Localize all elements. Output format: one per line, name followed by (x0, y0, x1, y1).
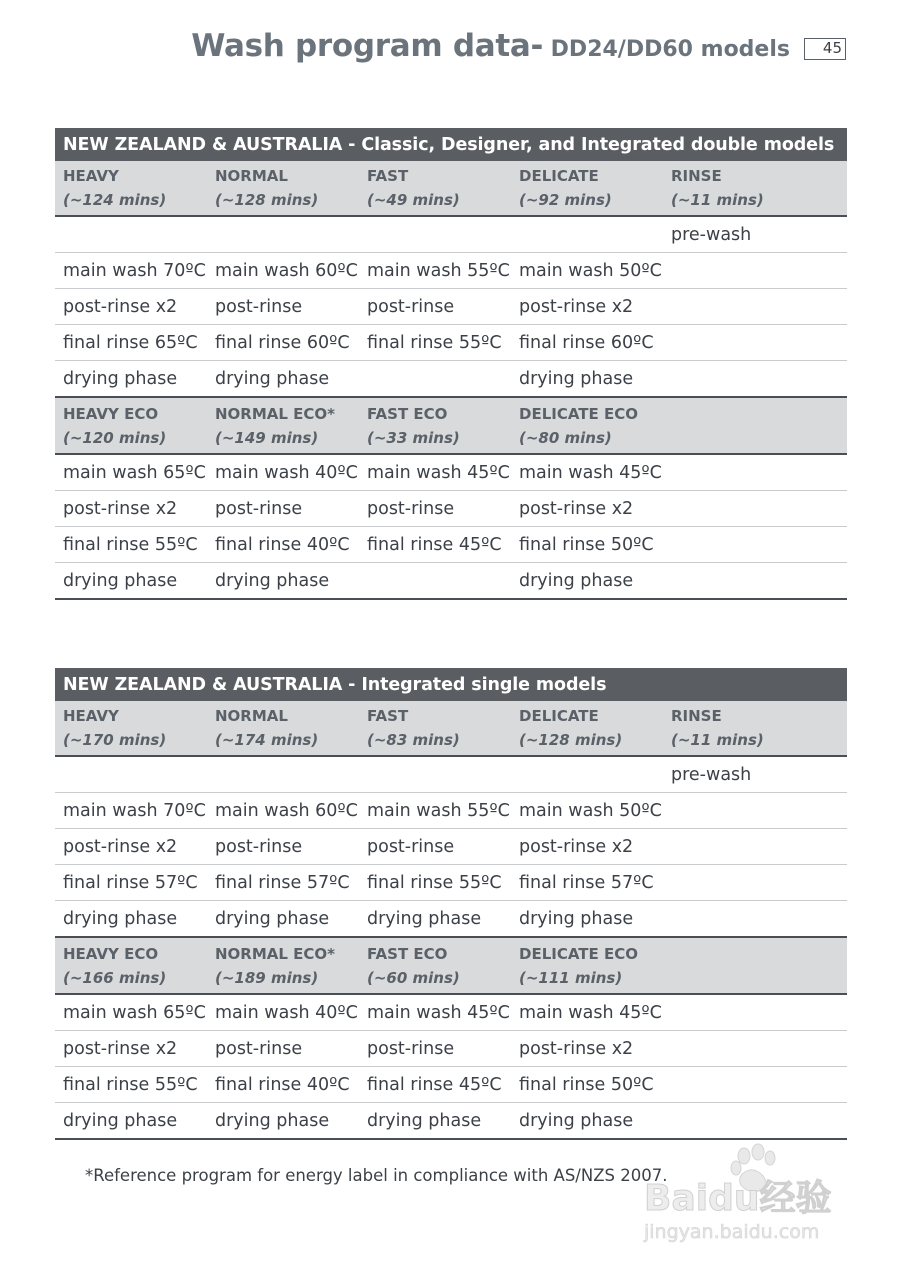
table-cell (663, 289, 847, 325)
table-cell: final rinse 57ºC (511, 865, 663, 901)
table-cell (663, 793, 847, 829)
table-cell: post-rinse (359, 289, 511, 325)
table-row (55, 563, 847, 600)
table-cell: main wash 45ºC (359, 994, 511, 1031)
table-cell (663, 865, 847, 901)
table-cell (663, 325, 847, 361)
table-cell: post-rinse x2 (55, 1031, 207, 1067)
program-header: DELICATE (~92 mins) (511, 161, 663, 216)
table-cell: drying phase (511, 1103, 663, 1140)
table-cell: final rinse 57ºC (55, 865, 207, 901)
table-cell: drying phase (63, 368, 178, 389)
watermark-logo-text: Baidu经验 (644, 1178, 832, 1219)
table-cell: main wash 40ºC (207, 454, 359, 491)
table-cell: drying phase (55, 1103, 207, 1140)
table-cell: drying phase (63, 908, 178, 929)
table-cell (359, 361, 511, 398)
table-row (55, 1103, 847, 1140)
page-number: 45 (804, 38, 846, 60)
table-cell: drying phase (215, 368, 330, 389)
program-header: FAST (~49 mins) (359, 161, 511, 216)
program-header: DELICATE ECO (~80 mins) (511, 397, 663, 454)
table-row (55, 1067, 847, 1103)
table-cell: post-rinse x2 (55, 289, 207, 325)
table-cell: main wash 40ºC (207, 994, 359, 1031)
table-cell: final rinse 55ºC (359, 865, 511, 901)
table-cell (207, 216, 359, 253)
eco-program-header-row (55, 937, 847, 994)
table-cell: final rinse 50ºC (511, 527, 663, 563)
table-cell (359, 216, 511, 253)
program-header: DELICATE ECO (~111 mins) (511, 937, 663, 994)
table-cell: main wash 65ºC (55, 454, 207, 491)
table-row (55, 454, 847, 491)
baidu-watermark-logo (642, 1142, 847, 1246)
table-cell: drying phase (511, 563, 663, 600)
table-row (55, 901, 847, 938)
footnote: *Reference program for energy label in compliance with AS/NZS 2007. (85, 1166, 668, 1185)
table-cell: final rinse 65ºC (55, 325, 207, 361)
table-cell: final rinse 40ºC (207, 527, 359, 563)
table-row (55, 865, 847, 901)
table-row (55, 527, 847, 563)
table-cell (663, 1031, 847, 1067)
wash-program-table-single (55, 668, 847, 1140)
eco-program-header-row (55, 397, 847, 454)
wash-program-table-double (55, 128, 847, 600)
watermark-url: jingyan.baidu.com (644, 1221, 820, 1243)
program-header: FAST ECO (~33 mins) (359, 397, 511, 454)
table-row (55, 994, 847, 1031)
table-row (55, 361, 847, 398)
table-cell: post-rinse (359, 491, 511, 527)
table-row (55, 829, 847, 865)
table-cell: final rinse 50ºC (511, 1067, 663, 1103)
table-row (55, 491, 847, 527)
table-cell (663, 253, 847, 289)
table-cell (663, 829, 847, 865)
table-cell (663, 454, 847, 491)
table-row (55, 289, 847, 325)
program-header-row (55, 701, 847, 756)
program-header: NORMAL ECO* (~189 mins) (207, 937, 359, 994)
table-cell (663, 1067, 847, 1103)
table-cell: post-rinse x2 (511, 289, 663, 325)
table-cell: drying phase (519, 908, 634, 929)
table-cell: post-rinse x2 (511, 491, 663, 527)
table-cell (663, 361, 847, 398)
table-cell: final rinse 55ºC (55, 527, 207, 563)
table-row (55, 216, 847, 253)
table-cell: drying phase (367, 908, 482, 929)
table-cell: main wash 70ºC (55, 793, 207, 829)
table-cell: main wash 60ºC (207, 253, 359, 289)
table-cell: main wash 50ºC (511, 253, 663, 289)
table-cell: post-rinse (207, 289, 359, 325)
program-header: NORMAL ECO* (~149 mins) (207, 397, 359, 454)
table-cell: final rinse 57ºC (207, 865, 359, 901)
table-cell: drying phase (519, 368, 634, 389)
table-cell: main wash 60ºC (207, 793, 359, 829)
table-cell: final rinse 60ºC (511, 325, 663, 361)
table-cell: main wash 50ºC (511, 793, 663, 829)
table-cell: post-rinse (359, 1031, 511, 1067)
page-title (0, 28, 790, 64)
program-header (663, 397, 847, 454)
table-cell (359, 756, 511, 793)
program-header: RINSE (~11 mins) (663, 161, 847, 216)
table-cell (663, 563, 847, 600)
table-cell: main wash 70ºC (55, 253, 207, 289)
table-cell: post-rinse (359, 829, 511, 865)
program-header: NORMAL (~128 mins) (207, 161, 359, 216)
table-cell: final rinse 60ºC (207, 325, 359, 361)
table-cell: main wash 55ºC (359, 793, 511, 829)
program-header: RINSE (~11 mins) (663, 701, 847, 756)
table-cell: drying phase (207, 1103, 359, 1140)
table-cell: main wash 65ºC (55, 994, 207, 1031)
table-cell: main wash 45ºC (511, 994, 663, 1031)
table-cell: final rinse 55ºC (359, 325, 511, 361)
table-cell (511, 756, 663, 793)
program-header: FAST (~83 mins) (359, 701, 511, 756)
table-cell: drying phase (207, 563, 359, 600)
table-cell: main wash 45ºC (511, 454, 663, 491)
table-cell: main wash 45ºC (359, 454, 511, 491)
table-cell: post-rinse (207, 491, 359, 527)
table-cell: drying phase (55, 563, 207, 600)
table-cell: drying phase (215, 908, 330, 929)
table-cell: drying phase (359, 1103, 511, 1140)
table-cell: pre-wash (663, 216, 847, 253)
table-cell (663, 491, 847, 527)
program-header: FAST ECO (~60 mins) (359, 937, 511, 994)
page-title-main: Wash program data- (191, 28, 544, 64)
table-cell: post-rinse x2 (511, 829, 663, 865)
table-cell (663, 901, 847, 938)
table-cell: main wash 55ºC (359, 253, 511, 289)
table-cell (207, 756, 359, 793)
table-row (55, 793, 847, 829)
table-cell: post-rinse x2 (55, 829, 207, 865)
program-header: HEAVY ECO (~166 mins) (55, 937, 207, 994)
table-cell (511, 216, 663, 253)
program-header (663, 937, 847, 994)
program-header: NORMAL (~174 mins) (207, 701, 359, 756)
program-header: HEAVY (~170 mins) (55, 701, 207, 756)
table-cell (55, 216, 207, 253)
table-cell (55, 756, 207, 793)
table-cell: post-rinse (207, 1031, 359, 1067)
program-header: DELICATE (~128 mins) (511, 701, 663, 756)
table-caption: NEW ZEALAND & AUSTRALIA - Integrated single models (55, 668, 847, 701)
table-row (55, 756, 847, 793)
table-caption: NEW ZEALAND & AUSTRALIA - Classic, Designer, and Integrated double models (55, 128, 847, 161)
table-cell: post-rinse x2 (55, 491, 207, 527)
table-row (55, 325, 847, 361)
program-header: HEAVY ECO (~120 mins) (55, 397, 207, 454)
table-cell (663, 994, 847, 1031)
table-cell: final rinse 55ºC (55, 1067, 207, 1103)
program-header: HEAVY (~124 mins) (55, 161, 207, 216)
program-header-row (55, 161, 847, 216)
table-cell: pre-wash (663, 756, 847, 793)
table-cell (359, 563, 511, 600)
table-row (55, 253, 847, 289)
table-cell: post-rinse x2 (511, 1031, 663, 1067)
page-title-models: DD24/DD60 models (550, 37, 790, 62)
table-cell: final rinse 40ºC (207, 1067, 359, 1103)
table-cell (663, 1103, 847, 1140)
table-cell: post-rinse (207, 829, 359, 865)
table-row (55, 1031, 847, 1067)
table-cell: final rinse 45ºC (359, 527, 511, 563)
table-cell (663, 527, 847, 563)
table-cell: final rinse 45ºC (359, 1067, 511, 1103)
